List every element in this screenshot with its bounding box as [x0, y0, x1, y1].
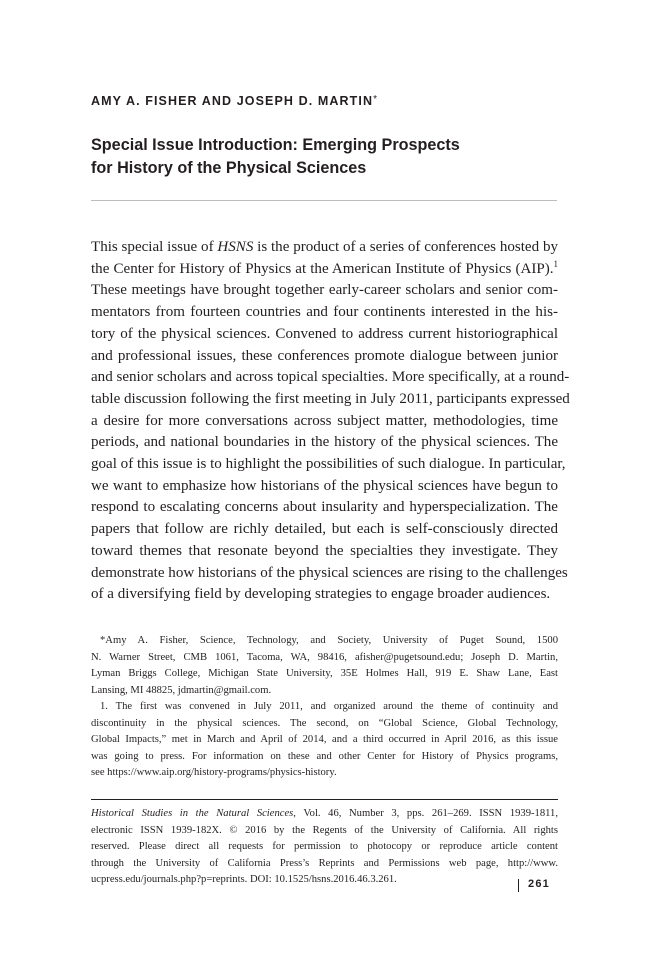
- body-line: periods, and national boundaries in the history of the physical sciences. The: [91, 434, 558, 451]
- page-number: 261: [528, 878, 550, 890]
- author-names: AMY A. FISHER AND JOSEPH D. MARTIN: [91, 94, 374, 108]
- footnote-1: 1. The first was convened in July 2011, and organized around the theme of continuity and: [100, 701, 558, 712]
- page-number-divider: [518, 879, 519, 892]
- author-footnote-marker: *: [373, 94, 378, 105]
- footnote-reference[interactable]: 1: [553, 258, 558, 269]
- copyright-block: [91, 806, 558, 889]
- body-line: and professional issues, these conferences promote dialogue between junior: [91, 347, 558, 364]
- body-line: papers that follow are richly detailed, but each is self-consciously directed: [91, 521, 558, 538]
- copyright-line: through the University of California Press’s Reprints and Permissions web page, http://www.: [91, 857, 558, 869]
- body-paragraph: [91, 237, 570, 606]
- copyright-line: electronic ISSN 1939-182X. © 2016 by the Regents of the University of California. All rights: [91, 824, 558, 836]
- body-line: tory of the physical sciences. Convened to address current historiographical: [91, 325, 558, 342]
- title-line: Special Issue Introduction: Emerging Prospects: [91, 136, 460, 154]
- footnote-1: discontinuity in the physical sciences. The second, on “Global Science, Global Technology,: [91, 717, 558, 729]
- body-line: toward themes that resonate beyond the specialties they investigate. They: [91, 542, 558, 559]
- body-text-segment: the Center for History of Physics at the American Institute of Physics (AIP).: [91, 260, 554, 277]
- body-line: table discussion following the first meeting in July 2011, participants expressed: [91, 390, 570, 407]
- copyright-divider: [91, 799, 558, 800]
- footnote-1: Global Impacts,” met in March and April of 2014, and a third occurred in April 2016, as this issue: [91, 734, 558, 745]
- copyright-line: reserved. Please direct all requests for permission to photocopy or reproduce article content: [91, 841, 558, 852]
- body-line: demonstrate how historians of the physical sciences are rising to the challenges: [91, 564, 568, 581]
- body-text-segment: is the product of a series of conferences hosted by: [253, 239, 558, 255]
- author-affiliation-note: Lansing, MI 48825, jdmartin@gmail.com.: [91, 684, 272, 696]
- author-affiliation-note: *Amy A. Fisher, Science, Technology, and Society, University of Puget Sound, 1500: [100, 635, 558, 646]
- journal-name: Historical Studies in the Natural Sciences: [91, 808, 294, 819]
- body-line: mentators from fourteen countries and four continents interested in the his-: [91, 304, 558, 321]
- body-line: of a diversifying field by developing strategies to engage broader audiences.: [91, 586, 551, 603]
- footnote-1: was going to press. For information on these and other Center for History of Physics programs,: [91, 750, 558, 762]
- body-line: goal of this issue is to highlight the possibilities of such dialogue. In particular,: [91, 456, 566, 473]
- body-line: [91, 237, 558, 259]
- body-line: respond to escalating concerns about insularity and hyperspecialization. The: [91, 499, 558, 516]
- footnote-1-url[interactable]: see https://www.aip.org/history-programs/physics-history.: [91, 767, 337, 778]
- copyright-text-segment: , Vol. 46, Number 3, pps. 261–269. ISSN 1939-1811,: [293, 808, 558, 819]
- body-text-segment: This special issue of: [91, 239, 218, 255]
- body-line: we want to emphasize how historians of the physical sciences have begun to: [91, 477, 558, 494]
- author-byline: [91, 94, 561, 108]
- body-line: and senior scholars and across topical specialties. More specifically, at a round-: [91, 369, 570, 386]
- body-line: These meetings have brought together early-career scholars and senior com-: [91, 282, 558, 299]
- body-line: a desire for more conversations across subject matter, methodologies, time: [91, 412, 558, 429]
- body-line: [91, 259, 558, 281]
- copyright-line: [91, 806, 558, 823]
- title-divider: [91, 200, 557, 201]
- copyright-line: ucpress.edu/journals.php?p=reprints. DOI: 10.1525/hsns.2016.46.3.261.: [91, 874, 397, 885]
- journal-abbreviation: HSNS: [217, 239, 254, 255]
- author-affiliation-note: Lyman Briggs College, Michigan State University, 35E Holmes Hall, 919 E. Shaw Lane, East: [91, 668, 558, 679]
- footnotes: [91, 633, 558, 782]
- article-title: [91, 134, 571, 180]
- title-line: for History of the Physical Sciences: [91, 159, 367, 177]
- author-affiliation-note: N. Warner Street, CMB 1061, Tacoma, WA, 98416, afisher@pugetsound.edu; Joseph D. Martin,: [91, 651, 558, 663]
